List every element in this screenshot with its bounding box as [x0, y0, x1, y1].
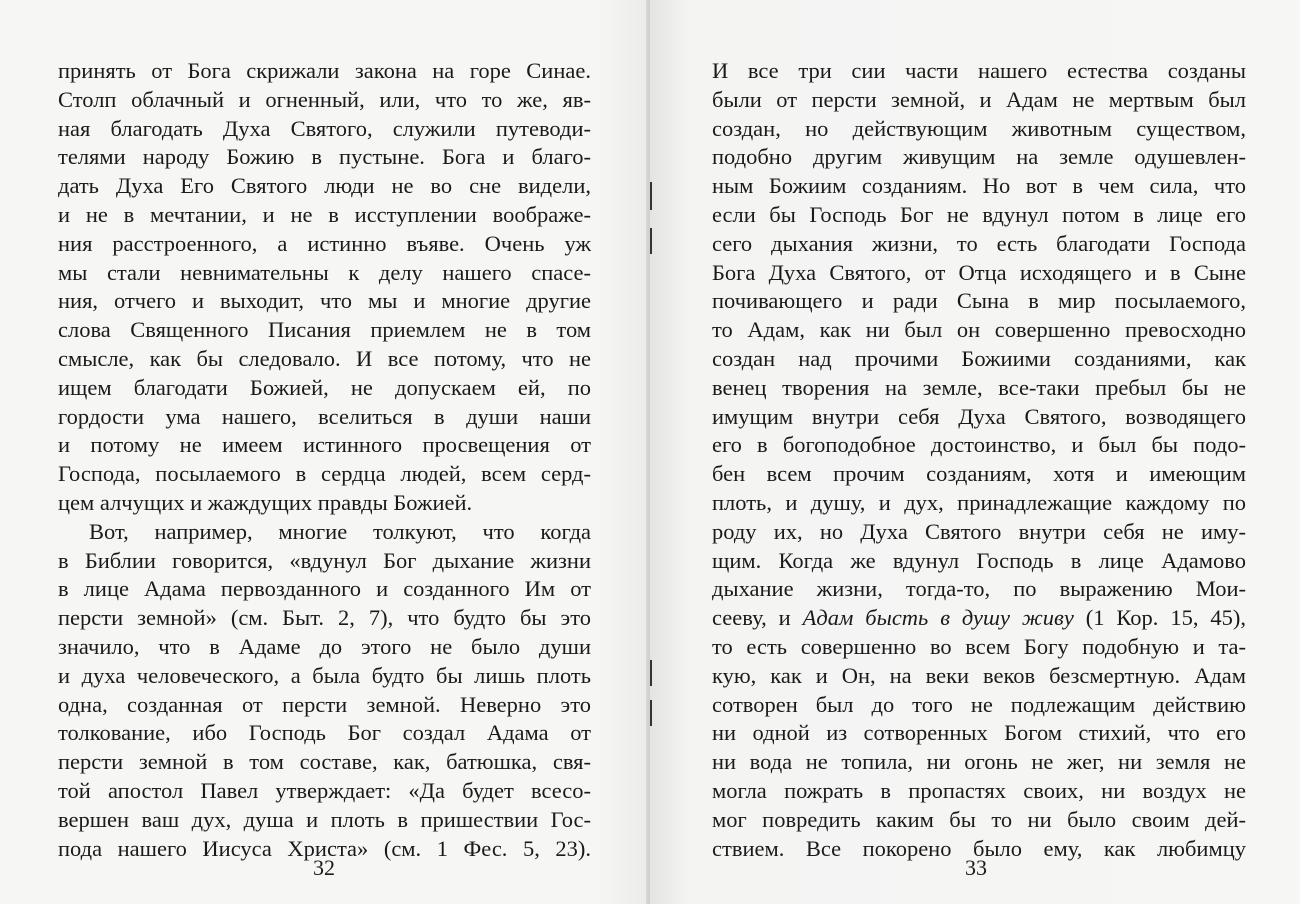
text-line: ния, отчего и выходит, что мы и многие другие [58, 288, 591, 314]
binding-mark [650, 700, 652, 726]
right-page [650, 0, 1300, 904]
text-line: ни одной из сотворенных Богом стихий, что его [712, 720, 1246, 746]
text-line: той апостол Павел утверждает: «Да будет всесо- [58, 777, 591, 803]
text-line: пода нашего Иисуса Христа» (см. 1 Фес. 5, 23). [58, 835, 591, 861]
text-line: значило, что в Адаме до этого не было души [58, 633, 591, 659]
text-line: ищем благодати Божией, не допускаем ей, по [58, 374, 591, 400]
text-line: толкование, ибо Господь Бог создал Адама от [58, 720, 591, 746]
text-line: одна, созданная от персти земной. Неверно это [58, 691, 591, 717]
text-line: Столп облачный и огненный, или, что то же, яв- [58, 86, 591, 112]
text-line: смысле, как бы следовало. И все потому, что не [58, 345, 591, 371]
text-line: персти земной в том составе, как, батюшка, свя- [58, 749, 591, 775]
text-line: вершен ваш дух, душа и плоть в пришествии Гос- [58, 806, 591, 832]
text-line: ния расстроенного, а истинно въяве. Очень уж [58, 230, 591, 256]
text-line: роду их, но Духа Святого внутри себя не иму- [712, 518, 1246, 544]
text-line: и духа человеческого, а была будто бы лишь плоть [58, 662, 591, 688]
text-line: сотворен был до того не подлежащим действию [712, 691, 1246, 717]
binding-mark [650, 182, 652, 210]
text-line: если бы Господь Бог не вдунул потом в лице его [712, 201, 1246, 227]
text-line: Бога Духа Святого, от Отца исходящего и в Сыне [712, 259, 1246, 285]
text-line: слова Священного Писания приемлем не в том [58, 317, 591, 343]
text-line: его в богоподобное достоинство, и был бы подо- [712, 432, 1246, 458]
binding-mark [650, 228, 652, 254]
text-line: ни вода не топила, ни огонь не жег, ни земля не [712, 749, 1246, 775]
text-line: были от персти земной, и Адам не мертвым был [712, 86, 1246, 112]
text-line: мы стали невнимательны к делу нашего спасе- [58, 259, 591, 285]
text-line: и не в мечтании, и не в исступлении воображе- [58, 201, 591, 227]
text-line: принять от Бога скрижали закона на горе Синае. [58, 58, 591, 83]
text-line: и потому не имеем истинного просвещения от [58, 432, 591, 458]
text-line: имущим внутри себя Духа Святого, возводящего [712, 403, 1246, 429]
text-line: цем алчущих и жаждущих правды Божией. [58, 489, 473, 515]
text-line: венец творения на земле, все-таки пребыл бы не [712, 374, 1246, 400]
text-line: в лице Адама первозданного и созданного Им от [58, 576, 591, 602]
page-number-left: 32 [313, 855, 335, 880]
text-line: бен всем прочим созданиям, хотя и имеющим [712, 461, 1246, 487]
text-line: дыхание жизни, тогда-то, по выражению Мои- [712, 576, 1246, 602]
text-line: то Адам, как ни был он совершенно превосходно [712, 317, 1246, 343]
text-line: ным Божиим созданиям. Но вот в чем сила, что [712, 173, 1246, 199]
text-line: почивающего и ради Сына в мир посылаемого, [712, 288, 1246, 314]
text-line: кую, как и Он, на веки веков безсмертную. Адам [712, 662, 1246, 688]
left-page [0, 0, 648, 904]
italic-scripture-quote: Адам бысть в душу живу [802, 605, 1074, 631]
text-line: дать Духа Его Святого люди не во сне видели, [58, 173, 591, 199]
text-line-with-quote [712, 604, 1246, 633]
binding-mark [650, 660, 652, 686]
text-line: то есть совершенно во всем Богу подобную и та- [712, 633, 1246, 659]
text-line: мог повредить каким бы то ни было своим дей- [712, 806, 1246, 832]
text-line: ствием. Все покорено было ему, как любимцу [712, 835, 1246, 861]
text-line: создан над прочими Божиими созданиями, как [712, 345, 1246, 371]
text-line: персти земной» (см. Быт. 2, 7), что будто бы это [58, 605, 591, 631]
text-line: И все три сии части нашего естества созданы [712, 58, 1246, 83]
text-line: могла пожрать в пропастях своих, ни воздух не [712, 777, 1246, 803]
text-line: щим. Когда же вдунул Господь в лице Адамово [712, 547, 1246, 573]
text-line: Господа, посылаемого в сердца людей, всем серд- [58, 461, 591, 487]
page-number-right: 33 [965, 855, 987, 880]
text-line: в Библии говорится, «вдунул Бог дыхание жизни [58, 547, 591, 573]
text-line: сего дыхания жизни, то есть благодати Господа [712, 230, 1246, 256]
left-page-text [58, 57, 591, 863]
text-line: телями народу Божию в пустыне. Бога и благо- [58, 144, 591, 170]
text-line: Вот, например, многие толкуют, что когда [89, 518, 591, 544]
text-line: подобно другим живущим на земле одушевлен- [712, 144, 1246, 170]
quote-reference: (1 Кор. 15, 45), [1073, 605, 1246, 631]
line-lead-text: сееву, и [712, 605, 803, 631]
text-line: ная благодать Духа Святого, служили путеводи- [58, 115, 591, 141]
right-page-text [712, 57, 1246, 863]
text-line: гордости ума нашего, вселиться в души наши [58, 403, 591, 429]
text-line: плоть, и душу, и дух, принадлежащие каждому по [712, 489, 1246, 515]
text-line: создан, но действующим животным существом, [712, 115, 1246, 141]
